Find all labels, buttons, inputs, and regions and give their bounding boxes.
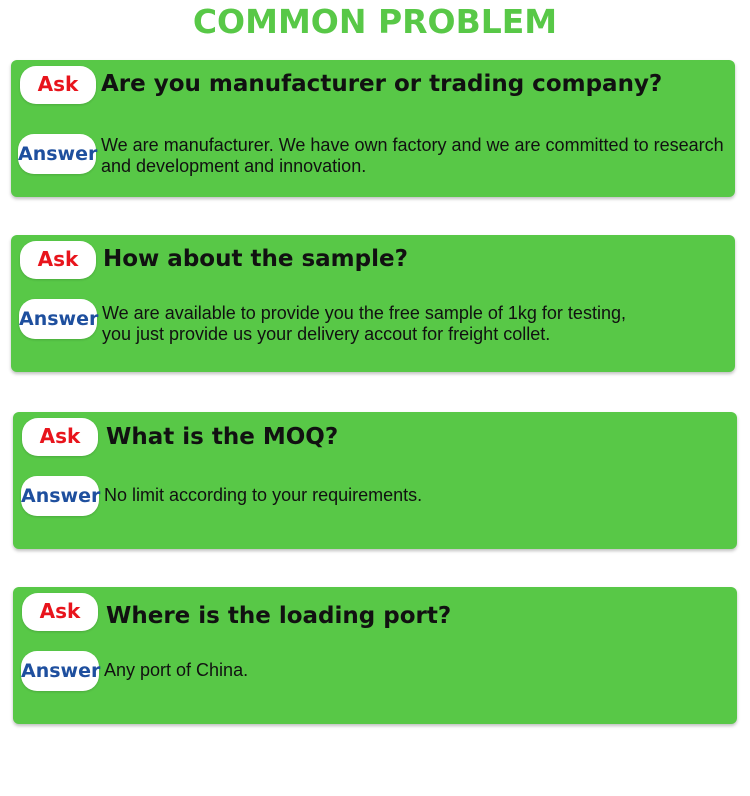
faq-question: How about the sample? [103, 246, 408, 272]
ask-label: Ask [22, 593, 98, 631]
answer-label: Answer [18, 134, 96, 174]
page-title: COMMON PROBLEM [192, 2, 558, 41]
ask-label: Ask [22, 418, 98, 456]
answer-line: you just provide us your delivery accout for freight collet. [102, 324, 551, 344]
answer-line: We are available to provide you the free sample of 1kg for testing, [102, 303, 626, 323]
faq-question: What is the MOQ? [106, 424, 339, 450]
answer-line: We are manufacturer. We have own factory and we are committed to research [101, 135, 724, 155]
ask-label: Ask [20, 241, 96, 279]
faq-answer [104, 485, 422, 506]
ask-label: Ask [20, 66, 96, 104]
answer-label: Answer [19, 299, 97, 339]
faq-answer [101, 135, 724, 177]
answer-line: No limit according to your requirements. [104, 485, 423, 505]
answer-line: Any port of China. [104, 660, 249, 680]
faq-question: Where is the loading port? [106, 603, 452, 629]
faq-question: Are you manufacturer or trading company? [101, 71, 663, 97]
answer-label: Answer [21, 651, 99, 691]
faq-answer [102, 303, 626, 345]
answer-label: Answer [21, 476, 99, 516]
answer-line: and development and innovation. [101, 156, 367, 176]
faq-answer [104, 660, 248, 681]
